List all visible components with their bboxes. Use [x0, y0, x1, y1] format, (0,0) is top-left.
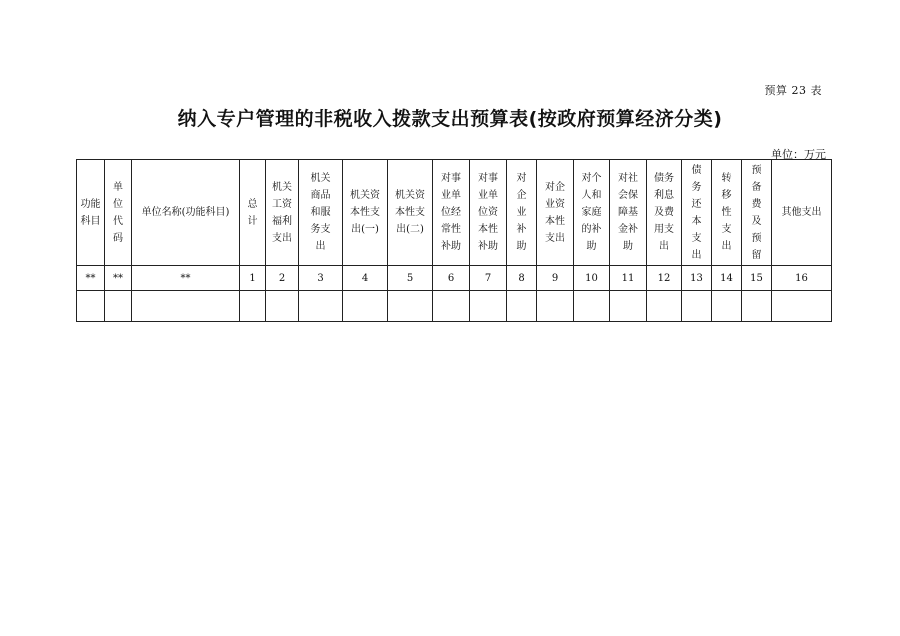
- column-header: 功能 科目: [77, 160, 105, 266]
- table-cell: **: [77, 266, 105, 291]
- table-cell: 1: [240, 266, 266, 291]
- table-cell: [742, 291, 772, 322]
- table-cell: 6: [433, 266, 470, 291]
- table-cell: 11: [610, 266, 647, 291]
- table-cell: [507, 291, 537, 322]
- table-cell: [299, 291, 343, 322]
- column-header: 机关 商品 和服 务支 出: [299, 160, 343, 266]
- table-cell: 7: [470, 266, 507, 291]
- table-cell: [610, 291, 647, 322]
- column-header: 单位名称(功能科目): [132, 160, 240, 266]
- empty-data-row: [77, 291, 832, 322]
- table-cell: 9: [537, 266, 574, 291]
- unit-note: 单位：万元: [771, 148, 826, 161]
- table-cell: [772, 291, 832, 322]
- header-row: [77, 160, 832, 266]
- table-cell: 15: [742, 266, 772, 291]
- column-header: 预 备 费 及 预 留: [742, 160, 772, 266]
- table-number: 预算 23 表: [764, 84, 822, 97]
- column-header: 转 移 性 支 出: [712, 160, 742, 266]
- table-cell: [132, 291, 240, 322]
- column-header: 对社 会保 障基 金补 助: [610, 160, 647, 266]
- column-header: 对事 业单 位经 常性 补助: [433, 160, 470, 266]
- table-cell: 4: [343, 266, 388, 291]
- column-header: 对企 业资 本性 支出: [537, 160, 574, 266]
- column-header: 对事 业单 位资 本性 补助: [470, 160, 507, 266]
- column-header: 单 位 代 码: [105, 160, 132, 266]
- table-cell: [682, 291, 712, 322]
- column-header: 机关资 本性支 出(二): [388, 160, 433, 266]
- column-header: 对个 人和 家庭 的补 助: [574, 160, 610, 266]
- table-cell: [266, 291, 299, 322]
- table-cell: [574, 291, 610, 322]
- table-cell: [77, 291, 105, 322]
- column-header: 其他支出: [772, 160, 832, 266]
- column-header: 机关 工资 福利 支出: [266, 160, 299, 266]
- budget-table: [76, 159, 832, 322]
- table-cell: [343, 291, 388, 322]
- column-index-row: [77, 266, 832, 291]
- table-cell: [470, 291, 507, 322]
- table-cell: 12: [647, 266, 682, 291]
- column-header: 机关资 本性支 出(一): [343, 160, 388, 266]
- table-cell: 16: [772, 266, 832, 291]
- table-cell: [647, 291, 682, 322]
- table-cell: [388, 291, 433, 322]
- table-cell: 14: [712, 266, 742, 291]
- table-cell: 5: [388, 266, 433, 291]
- page-title: 纳入专户管理的非税收入拨款支出预算表(按政府预算经济分类): [177, 108, 723, 130]
- table-cell: **: [105, 266, 132, 291]
- table-cell: [537, 291, 574, 322]
- column-header: 债务 利息 及费 用支 出: [647, 160, 682, 266]
- table-cell: **: [132, 266, 240, 291]
- column-header: 债 务 还 本 支 出: [682, 160, 712, 266]
- table-cell: 2: [266, 266, 299, 291]
- table-cell: 10: [574, 266, 610, 291]
- table-cell: [240, 291, 266, 322]
- table-cell: 8: [507, 266, 537, 291]
- table-cell: [712, 291, 742, 322]
- column-header: 总 计: [240, 160, 266, 266]
- table-cell: 3: [299, 266, 343, 291]
- table-cell: 13: [682, 266, 712, 291]
- table-cell: [433, 291, 470, 322]
- column-header: 对 企 业 补 助: [507, 160, 537, 266]
- table-cell: [105, 291, 132, 322]
